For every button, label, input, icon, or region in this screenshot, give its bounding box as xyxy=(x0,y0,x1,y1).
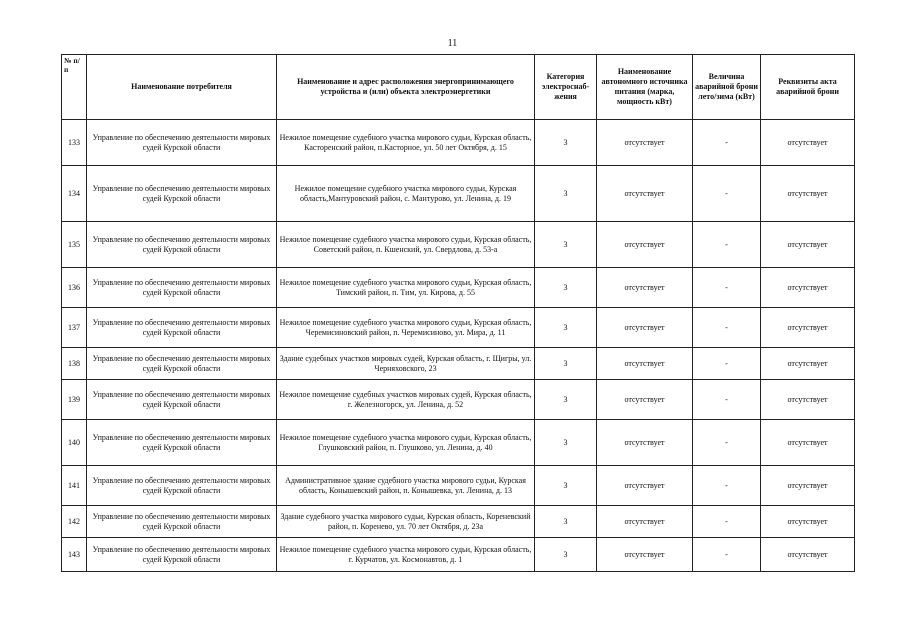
cell-reserve: - xyxy=(693,420,761,466)
cell-consumer: Управление по обеспечению деятельности мировых судей Курской области xyxy=(87,538,277,572)
cell-source: отсутствует xyxy=(597,348,693,380)
cell-num: 135 xyxy=(62,222,87,268)
cell-num: 138 xyxy=(62,348,87,380)
cell-act: отсутствует xyxy=(761,308,855,348)
table-row xyxy=(62,222,855,268)
table-row xyxy=(62,466,855,506)
cell-source: отсутствует xyxy=(597,420,693,466)
cell-num: 134 xyxy=(62,166,87,222)
cell-source: отсутствует xyxy=(597,538,693,572)
cell-category: 3 xyxy=(535,166,597,222)
cell-act: отсутствует xyxy=(761,380,855,420)
cell-reserve: - xyxy=(693,166,761,222)
col-header-num: № п/п xyxy=(62,55,87,120)
cell-reserve: - xyxy=(693,120,761,166)
table-row xyxy=(62,166,855,222)
cell-category: 3 xyxy=(535,420,597,466)
cell-consumer: Управление по обеспечению деятельности мировых судей Курской области xyxy=(87,120,277,166)
cell-act: отсутствует xyxy=(761,120,855,166)
cell-act: отсутствует xyxy=(761,166,855,222)
cell-act: отсутствует xyxy=(761,268,855,308)
cell-consumer: Управление по обеспечению деятельности мировых судей Курской области xyxy=(87,380,277,420)
page-number: 11 xyxy=(447,38,458,49)
table-row xyxy=(62,380,855,420)
cell-reserve: - xyxy=(693,222,761,268)
cell-category: 3 xyxy=(535,348,597,380)
cell-category: 3 xyxy=(535,538,597,572)
cell-consumer: Управление по обеспечению деятельности мировых судей Курской области xyxy=(87,466,277,506)
cell-category: 3 xyxy=(535,268,597,308)
cell-category: 3 xyxy=(535,466,597,506)
cell-consumer: Управление по обеспечению деятельности мировых судей Курской области xyxy=(87,268,277,308)
cell-num: 137 xyxy=(62,308,87,348)
cell-address: Нежилое помещение судебного участка мирового судьи, Курская область, Черемисиновский район, п. Черемисиново, ул. Мира, д. 11 xyxy=(277,308,535,348)
col-header-address: Наименование и адрес расположения энергопринимающего устройства и (или) объекта электроэнергетики xyxy=(277,55,535,120)
col-header-source: Наименование автономного источника питания (марка, мощность кВт) xyxy=(597,55,693,120)
cell-num: 140 xyxy=(62,420,87,466)
table-row xyxy=(62,538,855,572)
cell-num: 139 xyxy=(62,380,87,420)
cell-reserve: - xyxy=(693,268,761,308)
cell-address: Нежилое помещение судебного участка мирового судьи, Курская область,Мантуровский район, с. Мантурово, ул. Ленина, д. 19 xyxy=(277,166,535,222)
table-row xyxy=(62,348,855,380)
cell-source: отсутствует xyxy=(597,466,693,506)
cell-address: Нежилое помещение судебного участка мирового судьи, Курская область, Глушковский район, п. Глушково, ул. Ленина, д. 40 xyxy=(277,420,535,466)
cell-address: Здание судебного участка мирового судьи, Курская область, Кореневский район, п. Коренево, ул. 70 лет Октября, д. 23а xyxy=(277,506,535,538)
cell-reserve: - xyxy=(693,348,761,380)
col-header-consumer: Наименование потребителя xyxy=(87,55,277,120)
cell-source: отсутствует xyxy=(597,380,693,420)
cell-address: Нежилое помещение судебного участка мирового судьи, Курская область, г. Курчатов, ул. Космонавтов, д. 1 xyxy=(277,538,535,572)
cell-address: Здание судебных участков мировых судей, Курская область, г. Щигры, ул. Черняховского, 23 xyxy=(277,348,535,380)
cell-source: отсутствует xyxy=(597,120,693,166)
cell-category: 3 xyxy=(535,506,597,538)
cell-consumer: Управление по обеспечению деятельности мировых судей Курской области xyxy=(87,308,277,348)
cell-consumer: Управление по обеспечению деятельности мировых судей Курской области xyxy=(87,222,277,268)
cell-category: 3 xyxy=(535,222,597,268)
table-row xyxy=(62,506,855,538)
cell-act: отсутствует xyxy=(761,506,855,538)
table-row xyxy=(62,420,855,466)
cell-act: отсутствует xyxy=(761,222,855,268)
cell-act: отсутствует xyxy=(761,466,855,506)
cell-consumer: Управление по обеспечению деятельности мировых судей Курской области xyxy=(87,348,277,380)
cell-source: отсутствует xyxy=(597,506,693,538)
cell-source: отсутствует xyxy=(597,222,693,268)
table-row xyxy=(62,268,855,308)
cell-reserve: - xyxy=(693,308,761,348)
cell-category: 3 xyxy=(535,120,597,166)
cell-num: 133 xyxy=(62,120,87,166)
table-row xyxy=(62,120,855,166)
cell-address: Нежилое помещение судебных участков мировых судей, Курская область, г. Железногорск, ул. Ленина, д. 52 xyxy=(277,380,535,420)
cell-reserve: - xyxy=(693,466,761,506)
cell-source: отсутствует xyxy=(597,166,693,222)
cell-consumer: Управление по обеспечению деятельности мировых судей Курской области xyxy=(87,506,277,538)
cell-num: 136 xyxy=(62,268,87,308)
cell-source: отсутствует xyxy=(597,308,693,348)
cell-category: 3 xyxy=(535,380,597,420)
cell-consumer: Управление по обеспечению деятельности мировых судей Курской области xyxy=(87,166,277,222)
cell-reserve: - xyxy=(693,380,761,420)
header-row xyxy=(62,55,855,120)
cell-num: 141 xyxy=(62,466,87,506)
cell-address: Нежилое помещение судебного участка мирового судьи, Курская область, Тимский район, п. Тим, ул. Кирова, д. 55 xyxy=(277,268,535,308)
cell-reserve: - xyxy=(693,506,761,538)
cell-act: отсутствует xyxy=(761,420,855,466)
cell-num: 143 xyxy=(62,538,87,572)
cell-consumer: Управление по обеспечению деятельности мировых судей Курской области xyxy=(87,420,277,466)
cell-act: отсутствует xyxy=(761,348,855,380)
col-header-reserve: Величина аварийной брони лето/зима (кВт) xyxy=(693,55,761,120)
col-header-act: Реквизиты акта аварийной брони xyxy=(761,55,855,120)
cell-source: отсутствует xyxy=(597,268,693,308)
cell-category: 3 xyxy=(535,308,597,348)
cell-address: Нежилое помещение судебного участка мирового судьи, Курская область, Касторенский район, п.Касторное, ул. 50 лет Октября, д. 15 xyxy=(277,120,535,166)
table-row xyxy=(62,308,855,348)
col-header-category: Категория электроснаб-жения xyxy=(535,55,597,120)
cell-act: отсутствует xyxy=(761,538,855,572)
cell-reserve: - xyxy=(693,538,761,572)
cell-num: 142 xyxy=(62,506,87,538)
registry-table xyxy=(61,54,855,572)
cell-address: Нежилое помещение судебного участка мирового судьи, Курская область, Советский район, п. Кшенский, ул. Свердлова, д. 53-а xyxy=(277,222,535,268)
cell-address: Административное здание судебного участка мирового судьи, Курская область, Конышевский район, п. Конышевка, ул. Ленина, д. 13 xyxy=(277,466,535,506)
